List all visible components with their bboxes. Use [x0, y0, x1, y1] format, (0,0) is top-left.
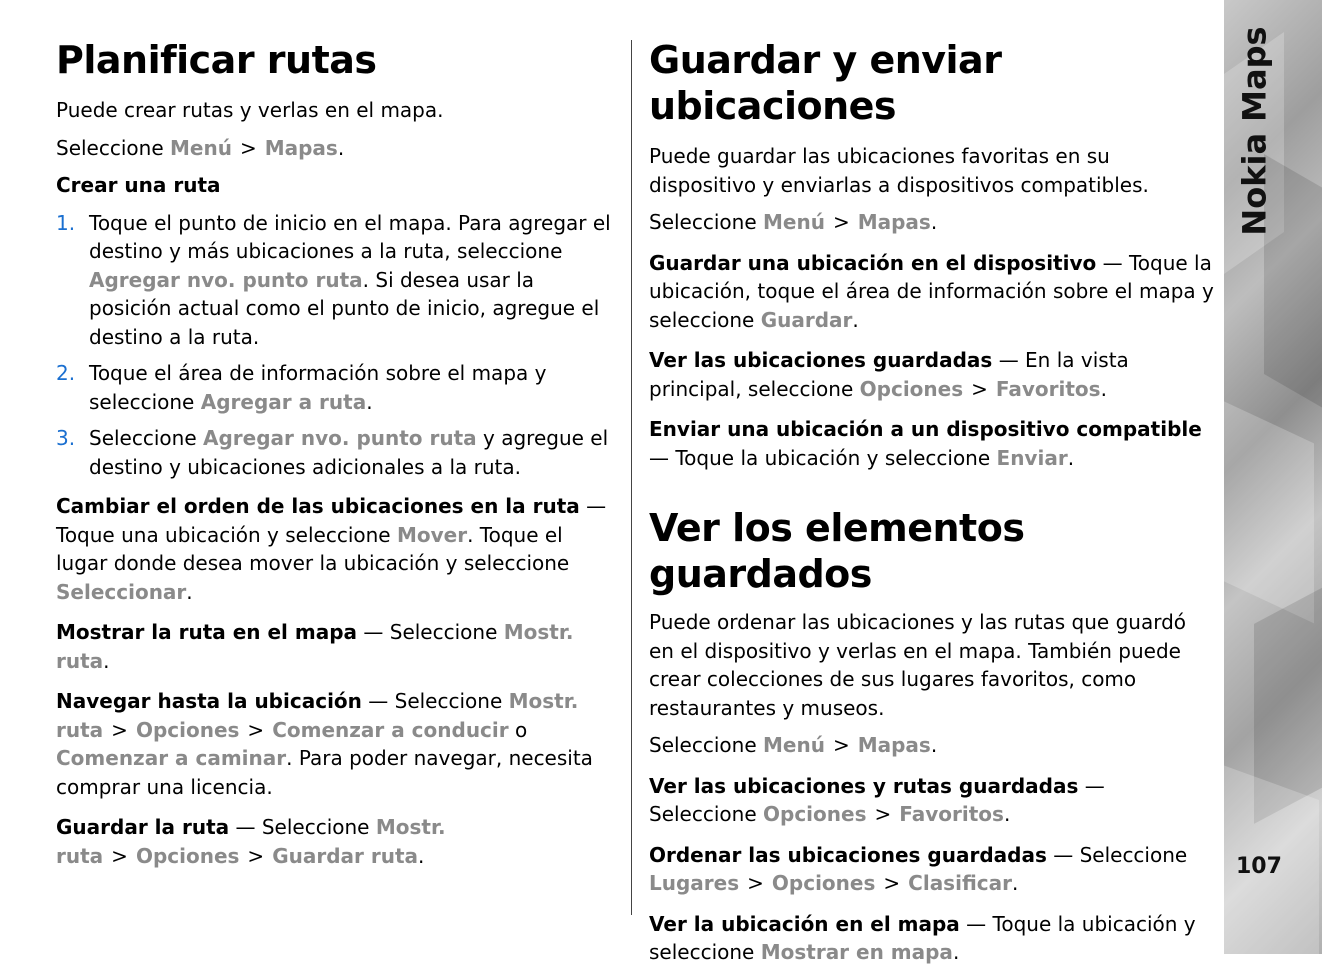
body-text: . — [418, 843, 425, 868]
section-title-guardar-enviar: Guardar y enviar ubicaciones — [649, 38, 1002, 128]
keyword-clasificar: Clasificar — [908, 871, 1012, 895]
keyword-opciones: Opciones — [763, 802, 867, 826]
em-dash: — — [1102, 250, 1123, 275]
path-separator: > — [883, 871, 901, 895]
menu-keyword: Menú — [170, 135, 232, 160]
em-dash: — — [363, 620, 384, 644]
path-separator: > — [832, 210, 850, 234]
right-column — [649, 0, 1214, 967]
path-separator: > — [247, 717, 265, 742]
send-location-heading: Enviar una ubicación a un dispositivo compatible — [649, 417, 1202, 441]
keyword-opciones: Opciones — [859, 376, 964, 401]
path-separator: > — [747, 871, 764, 895]
body-text: . — [852, 307, 859, 332]
page-number: 107 — [1236, 854, 1282, 879]
path-separator: > — [239, 135, 257, 160]
keyword-mostr-ruta: Mostr. ruta — [56, 689, 579, 742]
step-keyword: Agregar nvo. punto ruta — [89, 267, 363, 292]
step-text: Toque el punto de inicio en el mapa. Para agregar el destino y más ubicaciones a la ruta, seleccione — [89, 210, 611, 263]
select-prefix: Seleccione — [649, 210, 757, 234]
intro-paragraph — [649, 142, 1214, 199]
keyword-mostr-ruta: Mostr. ruta — [56, 815, 446, 868]
keyword-enviar: Enviar — [996, 445, 1068, 470]
path-separator: > — [111, 843, 128, 868]
keyword-favoritos: Favoritos — [995, 376, 1101, 401]
keyword-favoritos: Favoritos — [899, 802, 1004, 826]
maps-keyword: Mapas — [264, 135, 338, 160]
path-separator: > — [971, 376, 988, 401]
maps-keyword: Mapas — [857, 733, 931, 757]
step-keyword: Agregar nvo. punto ruta — [203, 426, 477, 450]
show-route-paragraph — [56, 618, 618, 675]
body-text: . — [1067, 445, 1075, 470]
view-routes-heading: Ver las ubicaciones y rutas guardadas — [649, 773, 1079, 798]
step-text: Seleccione — [89, 426, 197, 450]
sort-saved-heading: Ordenar las ubicaciones guardadas — [649, 842, 1047, 867]
step-number: 1. — [56, 210, 76, 235]
em-dash: — — [1084, 773, 1105, 798]
list-item — [56, 424, 618, 481]
body-text: o — [515, 717, 528, 742]
menu-path: Seleccione Menú > Mapas. — [649, 210, 938, 234]
section-title-ver-elementos: Ver los elementos guardados — [649, 506, 1025, 596]
body-text: . — [1003, 802, 1011, 826]
step-text: . Si desea usar la posición actual como el punto de inicio, agregue el destino a la ruta. — [89, 267, 600, 349]
body-text: . — [103, 648, 110, 673]
step-text: y agregue el destino y ubicaciones adicionales a la ruta. — [89, 426, 609, 479]
keyword-seleccionar: Seleccionar — [56, 579, 187, 604]
save-route-paragraph — [56, 813, 618, 870]
em-dash: — — [1053, 842, 1074, 867]
menu-keyword: Menú — [763, 210, 825, 234]
body-text: . — [1011, 871, 1019, 895]
menu-keyword: Menú — [763, 733, 825, 757]
reorder-paragraph — [56, 492, 618, 606]
body-text: . — [1100, 376, 1107, 401]
step-number: 2. — [56, 361, 76, 385]
view-on-map-heading: Ver la ubicación en el mapa — [649, 911, 960, 936]
keyword-lugares: Lugares — [649, 871, 740, 895]
body-text: Seleccione — [1079, 842, 1188, 867]
section-title-planificar-rutas: Planificar rutas — [56, 38, 377, 82]
intro-text: Puede ordenar las ubicaciones y las rutas que guardó en el dispositivo y verlas en el mapa. También puede crear colecciones de sus lugares favoritos, como restaurantes y museos. — [649, 610, 1187, 720]
chapter-title-text: Nokia Maps — [1236, 26, 1275, 236]
em-dash: — — [368, 689, 389, 713]
save-route-heading: Guardar la ruta — [56, 815, 230, 839]
chapter-title-vertical — [1232, 26, 1278, 236]
body-text: . Toque el lugar donde desea mover la ubicación y seleccione — [56, 522, 570, 575]
intro-text: Puede guardar las ubicaciones favoritas en su dispositivo y enviarlas a dispositivos compatibles. — [649, 144, 1149, 197]
keyword-opciones: Opciones — [771, 871, 876, 895]
view-on-map-paragraph — [649, 910, 1214, 967]
em-dash: — — [966, 911, 987, 936]
keyword-mover: Mover — [396, 522, 468, 547]
intro-paragraph — [649, 608, 1214, 722]
menu-path: Seleccione Menú > Mapas. — [56, 135, 345, 160]
em-dash: — — [649, 445, 669, 470]
path-separator: > — [874, 802, 892, 826]
path-separator: > — [111, 717, 128, 742]
body-text: Toque la ubicación y seleccione — [649, 911, 1196, 964]
body-text: Seleccione — [649, 802, 757, 826]
sidebar-facet — [1224, 397, 1314, 624]
keyword-mostrar-en-mapa: Mostrar en mapa — [760, 940, 953, 964]
sort-saved-paragraph — [649, 841, 1214, 898]
keyword-comenzar-conducir: Comenzar a conducir — [272, 717, 509, 742]
keyword-comenzar-caminar: Comenzar a caminar — [56, 746, 287, 770]
step-text: . — [366, 389, 373, 414]
body-text: Toque una ubicación y seleccione — [56, 522, 391, 547]
keyword-opciones: Opciones — [135, 717, 240, 742]
show-route-heading: Mostrar la ruta en el mapa — [56, 620, 358, 644]
list-item — [56, 359, 618, 416]
list-item — [56, 209, 618, 352]
body-text: . — [186, 579, 193, 604]
body-text: Seleccione — [394, 689, 503, 713]
view-saved-paragraph — [649, 346, 1214, 403]
em-dash: — — [586, 494, 607, 518]
navigate-paragraph — [56, 687, 618, 801]
save-location-heading: Guardar una ubicación en el dispositivo — [649, 250, 1097, 275]
body-text: En la vista principal, seleccione — [649, 348, 1129, 401]
keyword-opciones: Opciones — [135, 843, 240, 868]
intro-text: Puede crear rutas y verlas en el mapa. — [56, 98, 444, 122]
subheading-crear-ruta: Crear una ruta — [56, 173, 221, 197]
keyword-guardar-ruta: Guardar ruta — [272, 843, 418, 868]
keyword-mostr-ruta: Mostr. ruta — [56, 620, 574, 673]
keyword-guardar: Guardar — [760, 307, 853, 332]
body-text: Toque la ubicación y seleccione — [675, 445, 991, 470]
steps-list — [56, 209, 618, 482]
view-saved-heading: Ver las ubicaciones guardadas — [649, 348, 993, 372]
step-text: Toque el área de información sobre el mapa y seleccione — [89, 361, 547, 414]
body-text: . Para poder navegar, necesita comprar una licencia. — [56, 746, 593, 799]
left-column — [56, 0, 618, 870]
body-text: . — [952, 940, 960, 964]
path-separator: > — [247, 843, 265, 868]
save-location-paragraph — [649, 249, 1214, 335]
step-keyword: Agregar a ruta — [200, 389, 367, 414]
menu-path: Seleccione Menú > Mapas. — [649, 733, 938, 757]
body-text: Toque la ubicación, toque el área de información sobre el mapa y seleccione — [649, 250, 1214, 332]
send-location-paragraph — [649, 415, 1214, 472]
step-number: 3. — [56, 426, 76, 450]
reorder-heading: Cambiar el orden de las ubicaciones en la ruta — [56, 494, 580, 518]
em-dash: — — [235, 815, 256, 839]
select-prefix: Seleccione — [649, 733, 757, 757]
select-prefix: Seleccione — [56, 135, 164, 160]
em-dash: — — [998, 348, 1019, 372]
column-divider — [631, 40, 632, 915]
intro-paragraph — [56, 96, 618, 125]
navigate-heading: Navegar hasta la ubicación — [56, 689, 362, 713]
maps-keyword: Mapas — [857, 210, 931, 234]
body-text: Seleccione — [261, 815, 370, 839]
view-routes-paragraph — [649, 772, 1214, 829]
body-text: Seleccione — [389, 620, 498, 644]
path-separator: > — [832, 733, 850, 757]
